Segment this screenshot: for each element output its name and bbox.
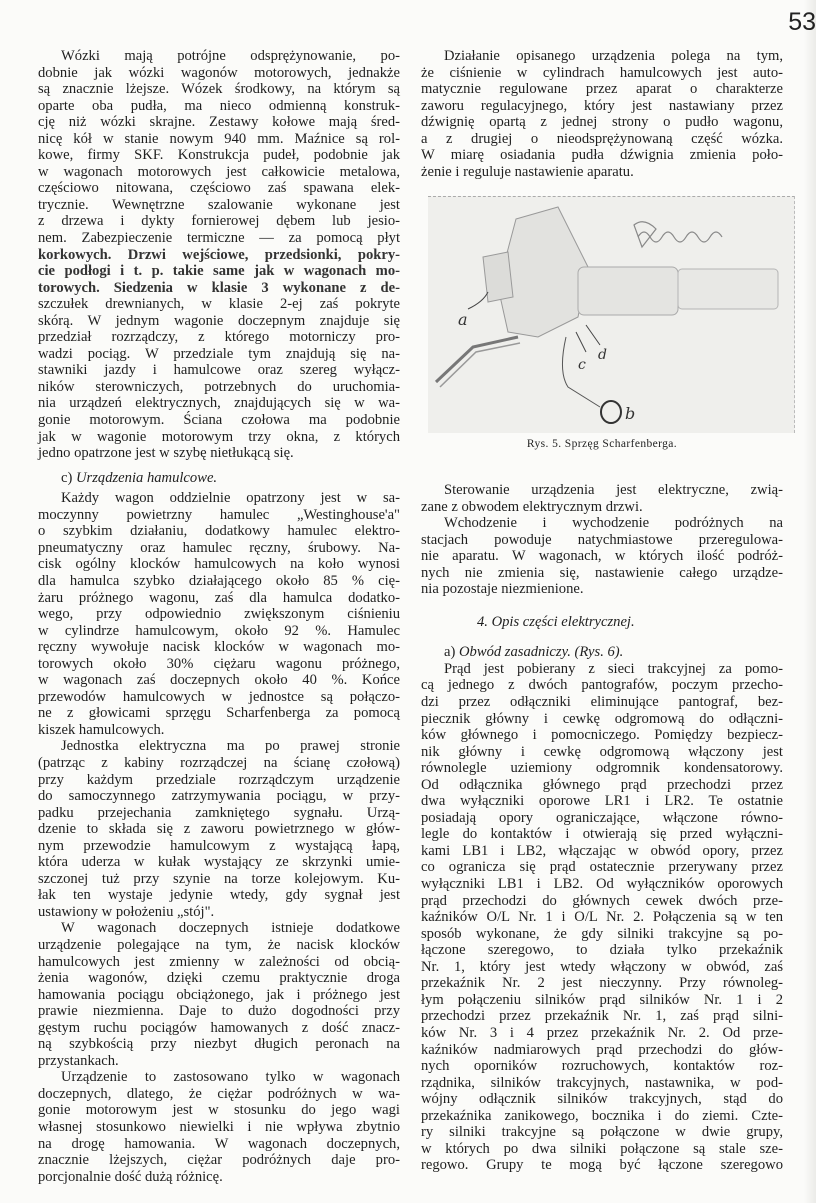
text-line: na drogę hamowania. W wagonach doczepnych,: [38, 1135, 400, 1152]
text-line: cą jednego z dwóch pantografów, poczym przecho-: [421, 677, 783, 694]
text-line: o szybkim działaniu, dodatkowy hamulec elektro-: [38, 523, 400, 540]
text-line: dla hamulca szybko działającego około 85 % cię-: [38, 572, 400, 589]
text-line: W wagonach doczepnych istnieje dodatkowe: [61, 920, 400, 937]
text-line: posiadają opory ograniczające, włączone równo-: [421, 809, 783, 826]
text-line: przechodzi przez przekaźnik Nr. 1, zaś prąd silni-: [421, 1008, 783, 1025]
text-line: szczonej tuż przy szynie na torze kolejowym. Ku-: [38, 870, 400, 887]
text-line: doczepnych, dlatego, że ciężar podróżnych w wa-: [38, 1085, 400, 1102]
text-line: hamulcowych jest zmienny w zależności od obcią-: [38, 953, 400, 970]
text-line: co ogranicza się prąd ostatecznie przerywany przez: [421, 859, 783, 876]
text-line: w których po dwa silniki połączone są stale sze-: [421, 1140, 783, 1157]
text-line: kaźników nadmiarowych prąd przechodzi do głów-: [421, 1041, 783, 1058]
text-line: Wózki mają potrójne odsprężynowanie, po-: [61, 48, 400, 64]
section-heading-prefix: c): [61, 469, 73, 486]
text-line: łak ten wystaje jedynie wtedy, gdy sygnał jest: [38, 887, 400, 904]
text-line: a z drugiej o nieodsprężynowaną część wózka.: [421, 130, 783, 147]
right-column-bottom: [421, 482, 783, 1174]
figure-label-d: d: [598, 347, 607, 363]
text-line: jedno opatrzone jest w szybę nietłukącą się.: [38, 445, 294, 462]
text-line: dzi przez odłączniki eliminujące pantograf, bez-: [421, 694, 783, 711]
paragraph-bogies: [38, 48, 400, 462]
figure-label-c: c: [578, 357, 586, 373]
text-line: prąd przechodzi do głównych cewek dwóch prze-: [421, 892, 783, 909]
text-line: Nr. 1, który jest wtedy włączony w obwód, zaś: [421, 958, 783, 975]
text-line: kami LB1 i LB2, włączając w obwód opory, przez: [421, 842, 783, 859]
text-line: z drzewa i dykty fornierowej dębem lub jesio-: [38, 213, 400, 230]
text-line: wego, przy odpowiednio zwiększonym ciśnieniu: [38, 606, 400, 623]
text-line: szczułek drewnianych, w klasie 2-ej zaś pokryte: [38, 296, 400, 313]
text-line: W miarę osiadania pudła dźwignia zmienia poło-: [421, 147, 783, 164]
text-line: łym połączeniu silników prąd silników Nr. 1 i 2: [421, 991, 783, 1008]
text-line: nem. Zabezpieczenie termiczne — za pomocą płyt: [38, 230, 400, 247]
text-line: stawniki jazdy i hamulcowe oraz szereg wyłącz-: [38, 362, 400, 379]
text-line: oparte oba pudła, ma nieco odmienną konstruk-: [38, 97, 400, 114]
text-line: Od odłącznika głównego prąd przechodzi przez: [421, 776, 783, 793]
figure-label-a: a: [458, 310, 468, 329]
text-line: gonie motorowym. Ściana czołowa ma podobnie: [38, 412, 400, 429]
text-line: kowe, firmy SKF. Konstrukcja pudeł, podobnie jak: [38, 147, 400, 164]
text-line: stacjach powoduje natychmiastowe przeregulowa-: [421, 531, 783, 548]
text-line: rządnika, silników trakcyjnych, nastawnika, w pod-: [421, 1074, 783, 1091]
text-line: nik główny i cewkę odgromową włączony jest: [421, 743, 783, 760]
text-line: piecznik główny i cewkę odgromową do odłączni-: [421, 710, 783, 727]
text-line: Prąd jest pobierany z sieci trakcyjnej za pomo-: [444, 660, 783, 677]
text-line: legle do kontaktów i otwierają się przed wyłączni-: [421, 826, 783, 843]
text-line: ne z głowicami sprzęgu Scharfenberga za pomocą: [38, 705, 400, 722]
section-heading-electrical: 4. Opis części elektrycznej.: [477, 613, 635, 630]
text-line: cie podłogi i t. p. takie same jak w wagonach mo-: [38, 263, 400, 280]
text-line: żenia wagonów, dzięki czemu praktycznie droga: [38, 970, 400, 987]
text-line: korkowych. Drzwi wejściowe, przedsionki, pokry-: [38, 246, 400, 263]
text-line: prawie niezmienna. Daje to dużo dogodności przy: [38, 1003, 400, 1020]
text-line: torowych. Siedzenia w klasie 3 wykonane z de-: [38, 279, 400, 296]
text-line: nym przewodzie hamulcowym z wystającą łapą,: [38, 837, 400, 854]
text-line: zane z obwodem elektrycznym drzwi.: [421, 498, 643, 515]
text-line: żaru próżnego wagonu, zaś dla hamulca dodatko-: [38, 589, 400, 606]
text-line: Każdy wagon oddzielnie opatrzony jest w sa-: [61, 490, 400, 507]
text-line: (patrząc z kabiny rozrządczej na ścianę czołową): [38, 754, 400, 771]
text-line: Jednostka elektryczna ma po prawej stronie: [61, 738, 400, 755]
text-line: ną szybkością przy niezbyt długich peronach na: [38, 1036, 400, 1053]
text-line: skórą. W jednym wagonie doczepnym znajduje się: [38, 312, 400, 329]
text-line: przedział rozrządczy, z którego motorniczy pro-: [38, 329, 400, 346]
text-line: nicę kół w stanie nowym 940 mm. Maźnice są rol-: [38, 130, 400, 147]
text-line: cisk ogólny klocków hamulcowych na koło wynosi: [38, 556, 400, 573]
text-line: regowo. Grupy te mogą być łączone szeregowo: [421, 1157, 783, 1174]
text-line: nych oporników rozruchowych, kontaktów roz-: [421, 1058, 783, 1075]
text-line: dzenie to składa się z zaworu powietrznego w głów-: [38, 821, 400, 838]
text-line: gonie motorowym jest w stosunku do jego wagi: [38, 1102, 400, 1119]
subsection-heading-main-circuit: [421, 644, 783, 661]
text-line: która uderza w kułak wystający ze skrzynki umie-: [38, 854, 400, 871]
text-line: ry silniki trakcyjne są połączone w dwie grupy,: [421, 1124, 783, 1141]
text-line: moczynny powietrzny hamulec „Westinghouse'a": [38, 506, 400, 523]
text-line: padku przejechania zamkniętego sygnału. Urzą-: [38, 804, 400, 821]
text-line: sposób wykonane, że gdy silniki trakcyjne są po-: [421, 925, 783, 942]
text-line: żenie i reguluje nastawienie aparatu.: [421, 163, 634, 180]
text-line: wadzi pociąg. W przedziale tym znajdują się na-: [38, 345, 400, 362]
text-line: wyłączniki LB1 i LB2. Od wyłączników oporowych: [421, 876, 783, 893]
text-line: w wagonach motorowych jest całkowicie metalowa,: [38, 163, 400, 180]
text-line: są znacznie lżejsze. Wózek środkowy, na którym są: [38, 81, 400, 98]
text-line: dźwignię opartą z jednej strony o pudło wagonu,: [421, 114, 783, 131]
text-line: nia urządzeń elektrycznych, znajdujących się w wa-: [38, 395, 400, 412]
text-line: dwa wyłączniki oporowe LR1 i LR2. Te ostatnie: [421, 793, 783, 810]
text-line: dobnie jak wózki wagonów motorowych, jednakże: [38, 64, 400, 81]
text-line: kaźników O/L Nr. 1 i O/L Nr. 2. Połączenia są w ten: [421, 909, 783, 926]
page-edge-shadow: [804, 0, 816, 1203]
text-line: przekaźnik Nr. 2 jest nieczynny. Przy równoleg-: [421, 975, 783, 992]
subsection-heading-title: Obwód zasadniczy. (Rys. 6).: [459, 644, 624, 661]
text-line: ków głównego i pomocniczego. Pomiędzy bezpiecz-: [421, 727, 783, 744]
text-line: kiszek hamulcowych.: [38, 721, 165, 738]
text-line: częściowo nitowana, częściowo zaś spawana elek-: [38, 180, 400, 197]
figure-scharfenberg-coupler: [428, 196, 795, 433]
text-line: ustawiony w położeniu „stój".: [38, 903, 215, 920]
text-line: że ciśnienie w cylindrach hamulcowych jest auto-: [421, 64, 783, 81]
text-line: nych nie zmienia się, nastawienie całego urządze-: [421, 564, 783, 581]
text-line: Wchodzenie i wychodzenie podróżnych na: [444, 515, 783, 532]
text-line: jak w wagonie motorowym trzy okna, z których: [38, 428, 400, 445]
right-column-top: [421, 48, 783, 180]
figure-caption: Rys. 5. Sprzęg Scharfenberga.: [526, 438, 678, 450]
text-line: ręczny wywołuje nacisk klocków w wagonach mo-: [38, 639, 400, 656]
text-line: ków Nr. 3 i 4 przez przekaźnik Nr. 2. Od prze-: [421, 1024, 783, 1041]
text-line: porcjonalnie dość dużą różnicę.: [38, 1168, 223, 1185]
text-line: przewodów hamulcowych w jednostce są połączo-: [38, 688, 400, 705]
text-line: hamowania pociągu obciążonego, jak i próżnego jest: [38, 986, 400, 1003]
text-line: Sterowanie urządzenia jest elektryczne, zwią-: [444, 482, 783, 498]
section-heading-title: Urządzenia hamulcowe.: [76, 469, 218, 486]
subsection-heading-prefix: a): [444, 644, 456, 661]
text-line: nia pozostaje niezmienione.: [421, 581, 584, 598]
text-line: do samoczynnego zatrzymywania pociągu, w przy-: [38, 788, 400, 805]
paragraph-brakes: [38, 490, 400, 1185]
text-line: wójny odłącznik silników trakcyjnych, stąd do: [421, 1091, 783, 1108]
text-line: urządzenie polegające na tym, że nacisk klocków: [38, 936, 400, 953]
text-line: w wagonach zaś doczepnych około 40 %. Końce: [38, 672, 400, 689]
left-column: [38, 48, 400, 1185]
text-line: pneumatyczny oraz hamulec ręczny, śrubowy. Na-: [38, 539, 400, 556]
text-line: przystankach.: [38, 1052, 119, 1069]
text-line: przekaźnika zanikowego, bocznika i do ziemi. Czte-: [421, 1107, 783, 1124]
text-line: zaworu regulacyjnego, który jest nastawiany przez: [421, 97, 783, 114]
text-line: gęstym ruchu pociągów hamowanych z dość znacz-: [38, 1019, 400, 1036]
text-line: matycznie regulowane przez aparat o charakterze: [421, 81, 783, 98]
text-line: równolegle uziemiony odgromnik kondensatorowy.: [421, 760, 783, 777]
page-number: 53: [788, 8, 816, 36]
section-heading-brakes: [38, 470, 400, 487]
figure-label-b: b: [625, 404, 636, 423]
text-line: przy każdym przedziale rozrządczym urządzenie: [38, 771, 400, 788]
text-line: torowych około 30% ciężaru wagonu próżnego,: [38, 655, 400, 672]
text-line: cję niż wózki skrajne. Zestawy kołowe mają śred-: [38, 114, 400, 131]
text-line: trycznie. Wewnętrzne szalowanie wykonane jest: [38, 196, 400, 213]
text-line: Urządzenie to zastosowano tylko w wagonach: [61, 1069, 400, 1086]
text-line: łączone szeregowo, to działa tylko przekaźnik: [421, 942, 783, 959]
text-line: ników sterowniczych, potrzebnych do uruchomia-: [38, 378, 400, 395]
text-line: własnej stosunkowo niewielki i nie wpływa zbytnio: [38, 1119, 400, 1135]
text-line: nie aparatu. W wagonach, w których ilość podróż-: [421, 548, 783, 565]
text-line: znacznie lżejszych, ciężar podróżnych daje pro-: [38, 1152, 400, 1169]
coupler-illustration: [428, 197, 794, 433]
text-line: Działanie opisanego urządzenia polega na tym,: [444, 48, 783, 64]
text-line: w cylindrze hamulcowym, około 92 %. Hamulec: [38, 622, 400, 639]
